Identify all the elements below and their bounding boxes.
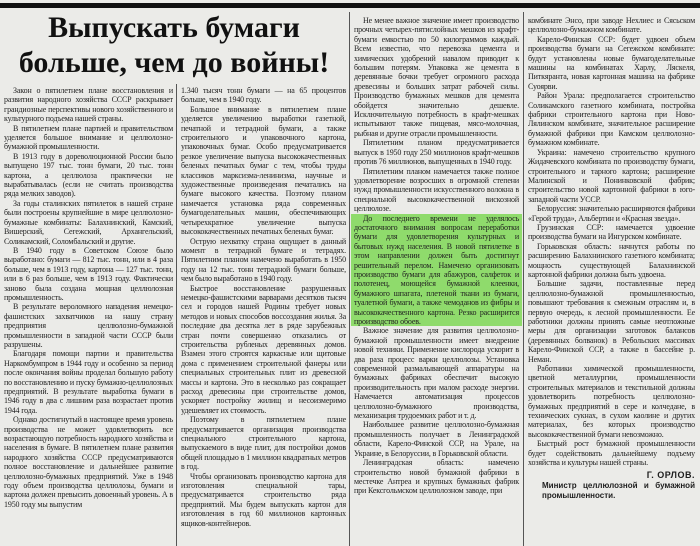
- paragraph: Важное значение для развития целлюлозно-бумажной промышленности имеет внедрение новой техники. Применение кислорода ускорит в два раза процесс варки целлюлозы. Установка современной размалывающей аппаратуры на бумажных фабриках обеспечит высокую производительность при малом расходе энергии. Намечается автоматизация процессов целлюлозно-бумажного производства, механизация трудоемких работ и т. д.: [354, 326, 519, 421]
- column-divider: [349, 12, 350, 546]
- article-column-2: [181, 86, 346, 528]
- paragraph: комбинате Энсо, при заводе Нехлиес и Сясьском целлюлозно-бумажном комбинате.: [528, 16, 695, 35]
- paragraph: Быстрое восстановление разрушенных немецко-фашистскими варварами десятков тысяч сел и городов нашей Родины требует новых методов и новых способов воссоздания жилья. За последние два десятка лет в ряде зарубежных стран почти совершенно отказались от строительства рубленых деревянных домов. Взамен этого строятся каркасные или щитовые дома с применением строительной фанеры или специальных строительных плит из древесной массы и картона. Это в несколько раз сокращает расход древесины при строительстве домов, ускоряет постройку жилищ и несоизмеримо удешевляет их стоимость.: [181, 283, 346, 415]
- paragraph: Однако достигнутый в настоящее время уровень производства не может удовлетворить все возрастающую потребность народного хозяйства и населения в бумаге. В пятилетнем плане развития народного хозяйства СССР предусматриваются полное восстановление и дальнейшее развитие целлюлозно-бумажных предприятий. Уже в 1948 году объем производства целлюлозы, бумаги и картона должен превысить довоенный уровень. А в 1950 году мы выпустим: [4, 415, 173, 509]
- paragraph: Украина: намечено строительство крупного Жидачевского комбината по производству бумаги, строительного и тарного картона; расширение Малинской и Понинковской фабрик; строительство новой картонной фабрики в юго-западной части УССР.: [528, 147, 695, 204]
- paragraph: Чтобы организовать производство картона для изготовления специальной тары, предусматривается строительство ряда предприятий. Мы будем выпускать картон для изготовления в год 60 миллионов картонных ящиков-контейнеров.: [181, 471, 346, 528]
- paragraph: Работники химической промышленности, цветной металлургии, промышленности строительных материалов и текстильной должны удовлетворить потребность целлюлозно-бумажных предприятий в сере и колчедане, в технических сукнах, в сухом каолине и других материалах, без которых производство высококачественной бумаги невозможно.: [528, 364, 695, 439]
- paragraph: Большое внимание в пятилетнем плане уделяется увеличению выработки газетной, печатной и тетрадной бумаги, а также строительного и упаковочного картона, упаковочных бумаг. Особо предусматривается резкое увеличение выпуска высококачественных беленых печатных бумаг с тем, чтобы труды классиков марксизма-ленинизма, научные и художественные произведения печатались на бумаге высокого качества. Поэтому планом намечается установка ряда современных бумагоделательных машин, обеспечивающих четырехкратное увеличение выпуска высококачественных печатных беленых бумаг.: [181, 104, 346, 237]
- paragraph: Острую нехватку страна ощущает в данный момент в тетрадной бумаге и тетрадях. Пятилетним планом намечено выработать в 1950 году на 12 тыс. тонн тетрадной бумаги больше, чем было выработано в 1940 году.: [181, 236, 346, 284]
- paragraph: В результате вероломного нападения немецко-фашистских захватчиков на нашу страну предприятия целлюлозно-бумажной промышленности в западной части СССР были разрушены.: [4, 302, 173, 349]
- paragraph: Ленинградская область: намечено строительство новой бумажной фабрики в местечке Антреа и крупных бумажных фабрик при Кексгольмском целлюлозном заводе, при: [354, 458, 519, 496]
- paragraph: В 1913 году в дореволюционной России было выпущено 197 тыс. тонн бумаги, 20 тыс. тонн картона, а целлюлоза практически не вырабатывалась (если не считать производства ряда мелких заводов).: [4, 151, 173, 199]
- column-divider: [176, 84, 177, 546]
- paragraph: Пятилетним планом предусматривается выпуск в 1950 году 250 миллионов крафт-мешков против 76 миллионов, выпущенных в 1940 году.: [354, 138, 519, 167]
- paragraph: Не менее важное значение имеет производство прочных четырех-пятислойных мешков из крафт-бумаги емкостью по 50 килограммов каждый. Всем известно, что перевозка цемента и химических удобрений навалом приводит к большим потерям. Упаковка же цемента в деревянные бочки требует огромного расхода древесины и больших затрат рабочей силы. Производство бумажных мешков для цемента обойдется значительно дешевле. Исключительную потребность в крафт-мешках испытывают также пищевая, мясо-молочная, рыбная и другие отрасли промышленности.: [354, 16, 519, 138]
- top-rule: [0, 3, 700, 8]
- paragraph: Карело-Финская ССР: будет удвоен объем производства бумаги на Сегежском комбинате: будут установлены новые бумагоделательные машины на комбинатах Харлу, Ляскеля, Питкяранта, новая картонная машина на фабрике Суоярви.: [528, 34, 695, 91]
- headline-line-1: Выпускать бумаги: [48, 11, 300, 44]
- author-title: Министр целлюлозной и бумажной промышленности.: [542, 480, 695, 500]
- paragraph: В пятилетнем плане партией и правительством уделяется большое внимание и целлюлозно-бумажной промышленности.: [4, 123, 173, 152]
- paragraph: Наибольшее развитие целлюлозно-бумажная промышленность получает в Ленинградской области, Карело-Финской ССР, на Урале, на Украине, в Белоруссии, в Горьковской области.: [354, 420, 519, 458]
- paragraph: Грузинская ССР: намечается удвоение производства бумаги на Ингурском комбинате.: [528, 222, 695, 242]
- article-column-3: [354, 16, 519, 496]
- article-column-1: [4, 86, 173, 509]
- column-divider: [523, 12, 524, 546]
- paragraph: Благодаря помощи партии и правительства Наркомбумпром в 1944 году и особенно за период после окончания войны проделал большую работу по восстановлению и пуску бумажно-целлюлозных предприятий. В результате выработка бумаги в 1946 году в два с лишним раза возрастает против 1944 года.: [4, 349, 173, 415]
- paragraph: Район Урала: предполагается строительство Соликамского газетного комбината, постройка фабрики строительного картона при Ново-Лялинском комбинате, значительное расширение бумажной фабрики при Камском целлюлозно-бумажном комбинате.: [528, 91, 695, 148]
- paragraph: Быстрый рост бумажной промышленности будет содействовать дальнейшему подъему хозяйства и культуры нашей страны.: [528, 439, 695, 468]
- article-column-4: [528, 16, 695, 501]
- paragraph: В 1940 году в Советском Союзе было выработано: бумаги — 812 тыс. тонн, или в 4 раза больше, чем в 1913 году, картона — 127 тыс. тонн, или в 6 раз больше, чем в 1913 году. Фактически заново была создана мощная целлюлозная промышленность.: [4, 245, 173, 302]
- paragraph: Белоруссия: значительно расширяются фабрики «Герой труда», Альбертин и «Красная звезда».: [528, 204, 695, 223]
- paragraph: Горьковская область: начнутся работы по расширению Балахнинского газетного комбината; мощность существующей Балахнинской картонной фабрики должна быть удвоена.: [528, 241, 695, 279]
- paragraph: Поэтому в пятилетнем плане предусматривается организация производства специального строительного картона, выпускаемого в виде плит, для постройки домов общей площадью в 1 миллион квадратных метров в год.: [181, 415, 346, 472]
- article-headline: [0, 10, 348, 80]
- headline-line-2: больше, чем до войны!: [18, 46, 330, 79]
- highlighted-paragraph: До последнего времени не уделялось достаточного внимания вопросам переработки бумаги для удовлетворения культурных и бытовых нужд населения. В новой пятилетке в этом направлении должен быть достигнут решительный перелом. Намечено организовать производство бумаги для абажуров, салфеток и полотенец, моющейся бумажной клеенки, бумажного шпагата, плетеной ткани из бумаги, туалетной бумаги, а также чемоданов из фибры и высококачественного картона. Резко расширится производство обоев.: [351, 214, 522, 327]
- paragraph: За годы сталинских пятилеток в нашей стране были построены крупнейшие в мире целлюлозно-бумажные комбинаты: Балахнинский, Камский, Вишерский, Сегежский, Архангельский, Соликамский, Соломбальский и другие.: [4, 198, 173, 246]
- paragraph: Большие задачи, поставленные перед целлюлозно-бумажной промышленностью, повышают требования к смежным отраслям и, в первую очередь, к лесной промышленности. Ее работники должны принять самые неотложные меры для организации заготовок балансов (деревянных болванок) в Ребольских массивах Карело-Финской ССР, а также в бассейне р. Неман.: [528, 279, 695, 364]
- author-signature: Г. ОРЛОВ.: [646, 469, 695, 480]
- paragraph: Закон о пятилетнем плане восстановления и развития народного хозяйства СССР раскрывает грандиозные перспективы нового хозяйственного и культурного подъема нашей страны.: [4, 86, 173, 124]
- paragraph: 1.340 тысяч тонн бумаги — на 65 процентов больше, чем в 1940 году.: [181, 86, 346, 105]
- paragraph: Пятилетним планом намечается также полное удовлетворение возросших в огромной степени нужд промышленности искусственного волокна в специальной высококачественной вискозной целлюлозе.: [354, 166, 519, 214]
